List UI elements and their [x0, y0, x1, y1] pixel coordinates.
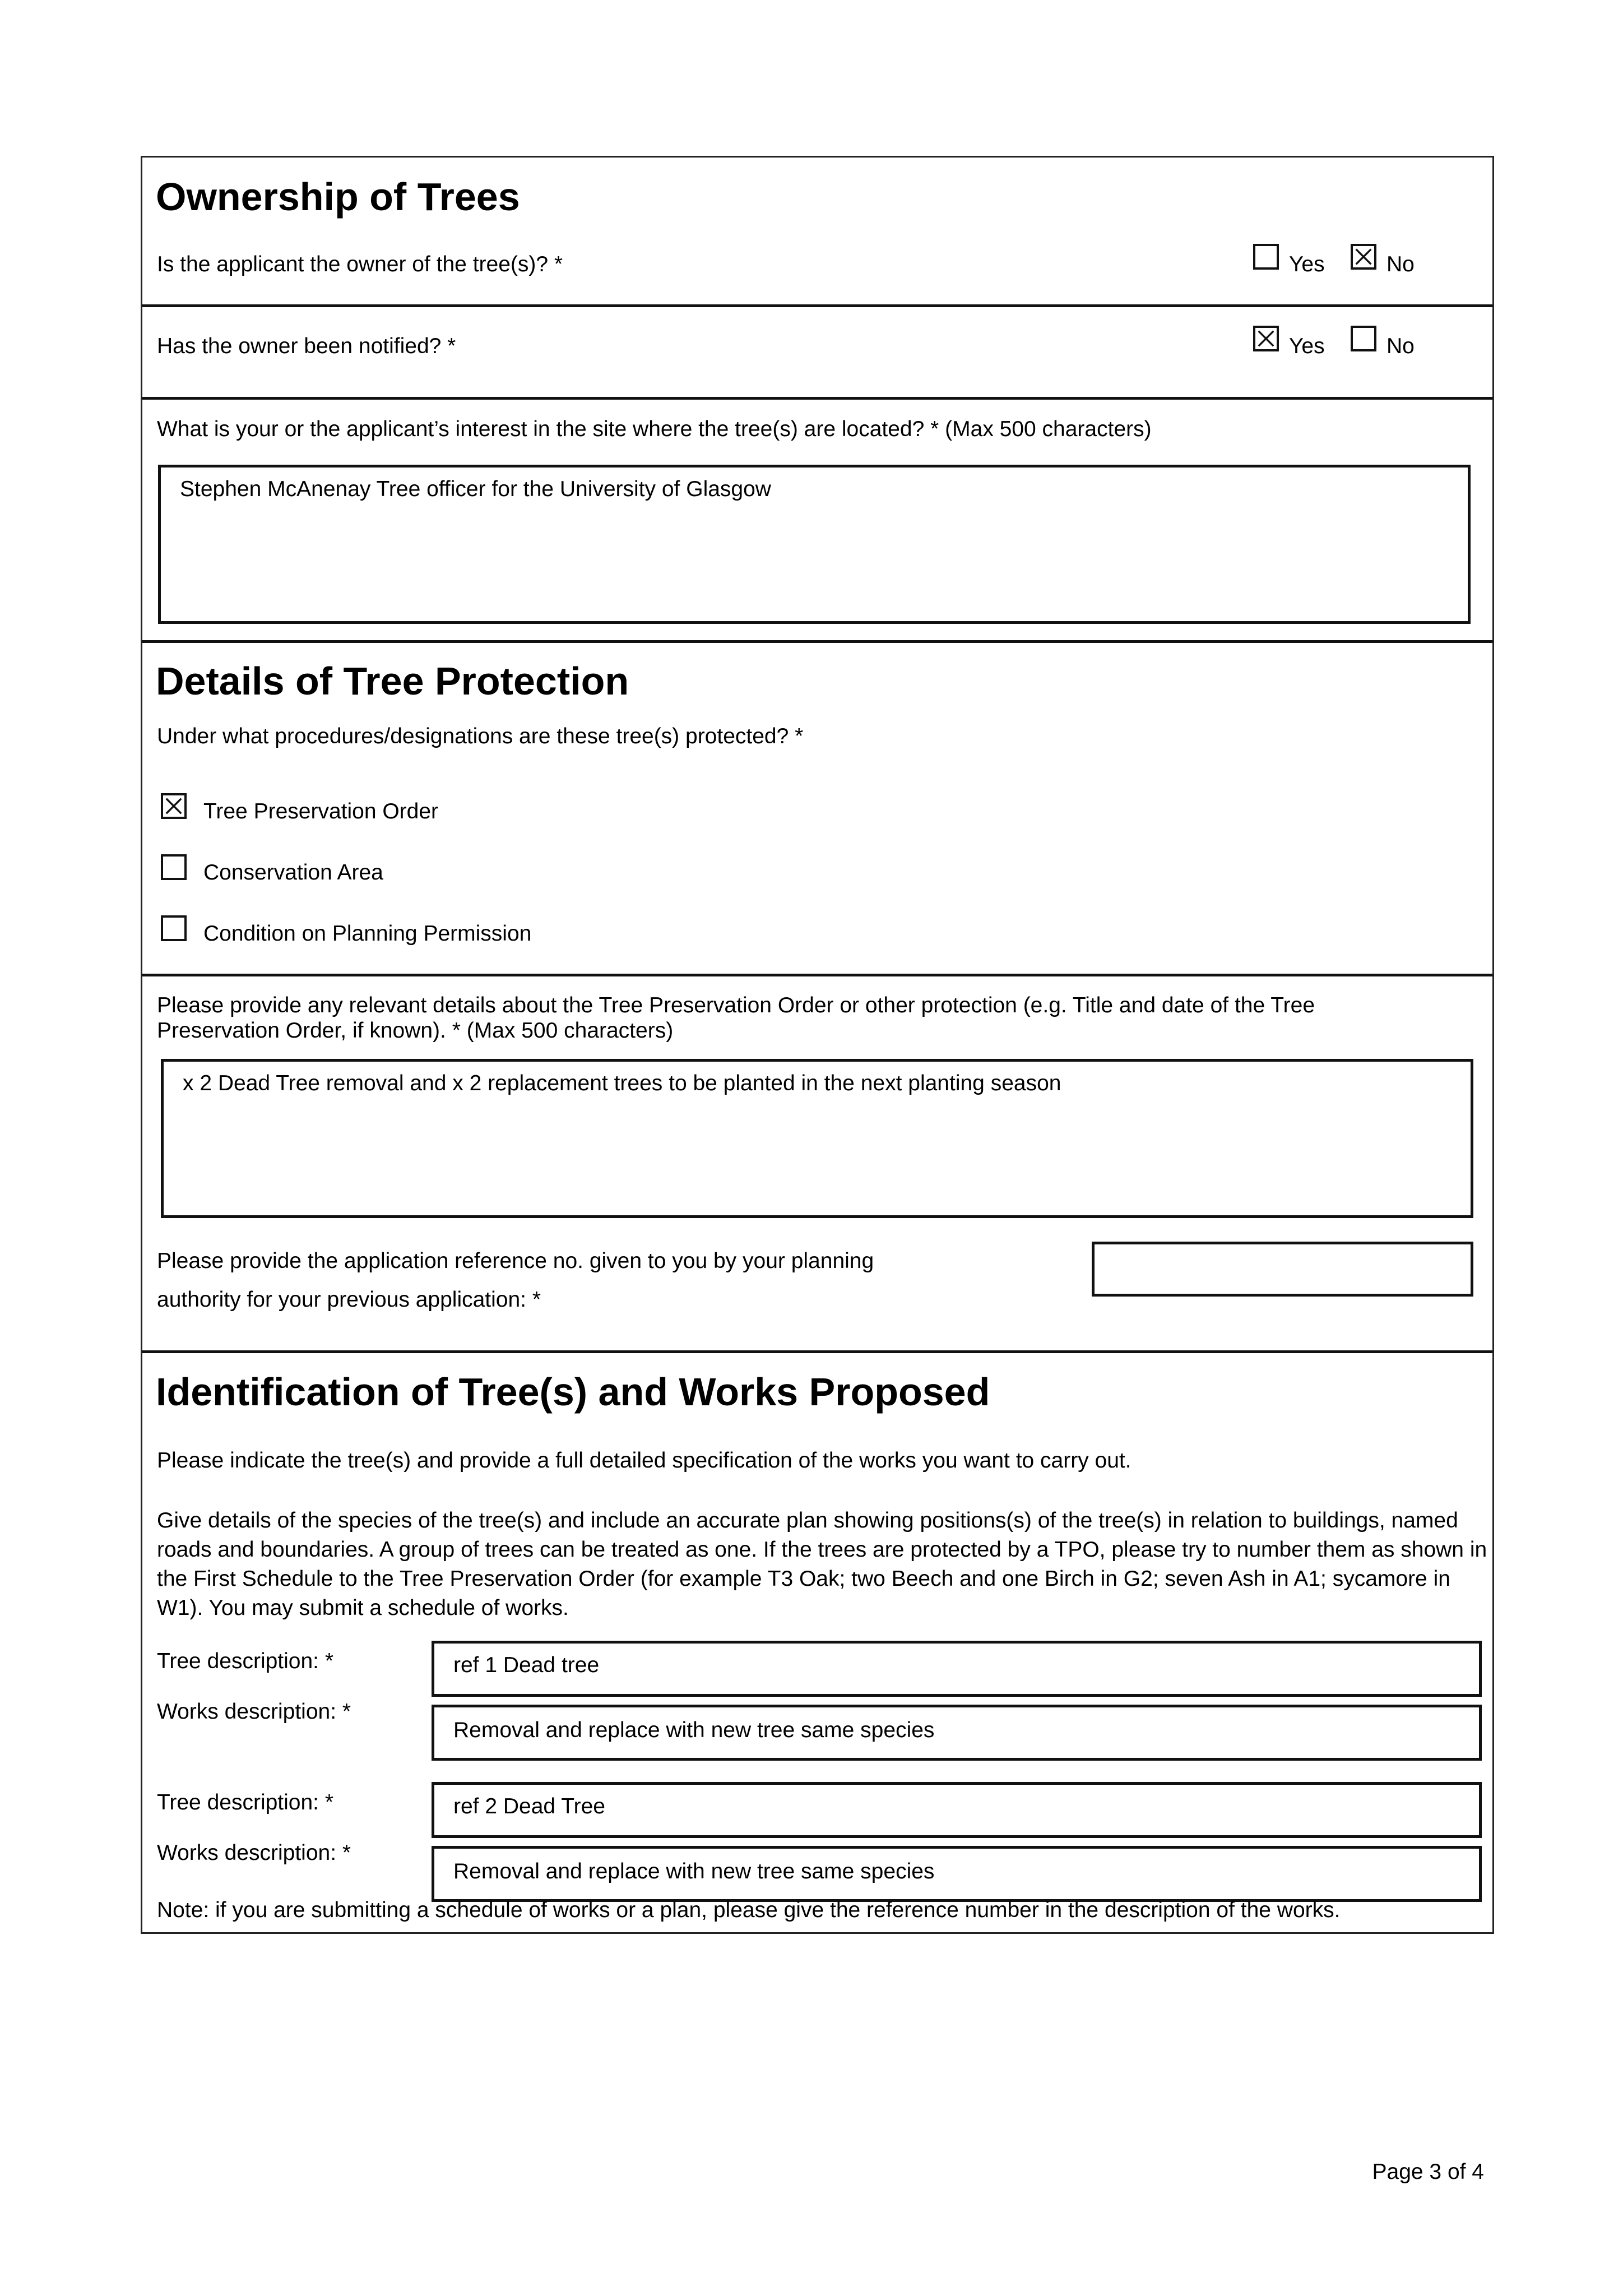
page-number: Page 3 of 4 — [1372, 2160, 1484, 2184]
owner-yes-checkbox[interactable] — [1253, 244, 1279, 270]
works-description-field[interactable] — [432, 1846, 1482, 1902]
tpo-label: Tree Preservation Order — [203, 799, 439, 823]
notified-question: Has the owner been notified? * — [157, 334, 456, 358]
divider — [142, 304, 1492, 307]
owner-no-checkbox[interactable] — [1351, 244, 1376, 270]
works-description-label: Works description: * — [157, 1841, 351, 1865]
protection-question: Under what procedures/designations are these tree(s) protected? * — [157, 724, 804, 748]
schedule-note: Note: if you are submitting a schedule of works or a plan, please give the reference number in the description of the works. — [157, 1898, 1341, 1922]
ref-question-line2: authority for your previous application: * — [157, 1288, 541, 1312]
works-description-label: Works description: * — [157, 1700, 351, 1724]
ownership-heading: Ownership of Trees — [156, 175, 520, 219]
owner-yes-label: Yes — [1289, 252, 1325, 276]
tree-description-field[interactable] — [432, 1641, 1482, 1697]
protection-heading: Details of Tree Protection — [156, 659, 629, 703]
reference-number-field[interactable] — [1092, 1242, 1473, 1297]
notified-yes-label: Yes — [1289, 334, 1325, 358]
conservation-area-checkbox[interactable] — [161, 854, 187, 880]
divider — [142, 640, 1492, 643]
ref-question-line1: Please provide the application reference no. given to you by your planning — [157, 1249, 874, 1273]
divider — [142, 974, 1492, 976]
works-description-value: Removal and replace with new tree same species — [453, 1859, 935, 1883]
interest-question: What is your or the applicant’s interest in the site where the tree(s) are located? * (Max 500 characters) — [157, 417, 1152, 441]
protection-details-value: x 2 Dead Tree removal and x 2 replacement trees to be planted in the next planting season — [183, 1071, 1061, 1095]
check-x-icon — [1255, 328, 1277, 349]
works-description-field[interactable] — [432, 1705, 1482, 1761]
notified-yes-checkbox[interactable] — [1253, 326, 1279, 351]
conservation-area-label: Conservation Area — [203, 860, 383, 885]
tree-description-label: Tree description: * — [157, 1790, 334, 1814]
works-description-value: Removal and replace with new tree same species — [453, 1718, 935, 1742]
tree-description-value: ref 1 Dead tree — [453, 1653, 600, 1677]
protection-details-field[interactable] — [161, 1059, 1473, 1218]
check-x-icon — [1353, 246, 1374, 267]
notified-no-label: No — [1386, 334, 1415, 358]
tree-description-field[interactable] — [432, 1782, 1482, 1838]
divider — [142, 1350, 1492, 1353]
check-x-icon — [163, 795, 184, 817]
notified-no-checkbox[interactable] — [1351, 326, 1376, 351]
planning-condition-label: Condition on Planning Permission — [203, 922, 532, 946]
owner-question: Is the applicant the owner of the tree(s)? * — [157, 252, 563, 276]
planning-condition-checkbox[interactable] — [161, 915, 187, 941]
identification-heading: Identification of Tree(s) and Works Proposed — [156, 1370, 990, 1414]
protection-details-question: Please provide any relevant details about the Tree Preservation Order or other protection (e.g. Title and date of the Tree Preservation Order, if known). * (Max 500 characters) — [157, 993, 1315, 1043]
divider — [142, 397, 1492, 400]
owner-no-label: No — [1386, 252, 1415, 276]
interest-value: Stephen McAnenay Tree officer for the University of Glasgow — [180, 477, 771, 501]
tree-description-label: Tree description: * — [157, 1649, 334, 1673]
tree-works-form-page — [141, 156, 1494, 1934]
tree-description-value: ref 2 Dead Tree — [453, 1794, 605, 1818]
identification-details: Give details of the species of the tree(s) and include an accurate plan showing positions(s) of the tree(s) in relation to buildings, named roads and boundaries. A group of trees can be treated as one. If the trees are protected by a TPO, please try to number them as shown in the First Schedule to the Tree Preservation Order (for example T3 Oak; two Beech and one Birch in G2; seven Ash in A1; sycamore in W1). You may submit a schedule of works. — [157, 1508, 1487, 1620]
identification-intro: Please indicate the tree(s) and provide a full detailed specification of the works you want to carry out. — [157, 1448, 1132, 1473]
tpo-checkbox[interactable] — [161, 793, 187, 819]
interest-field[interactable] — [158, 465, 1471, 624]
